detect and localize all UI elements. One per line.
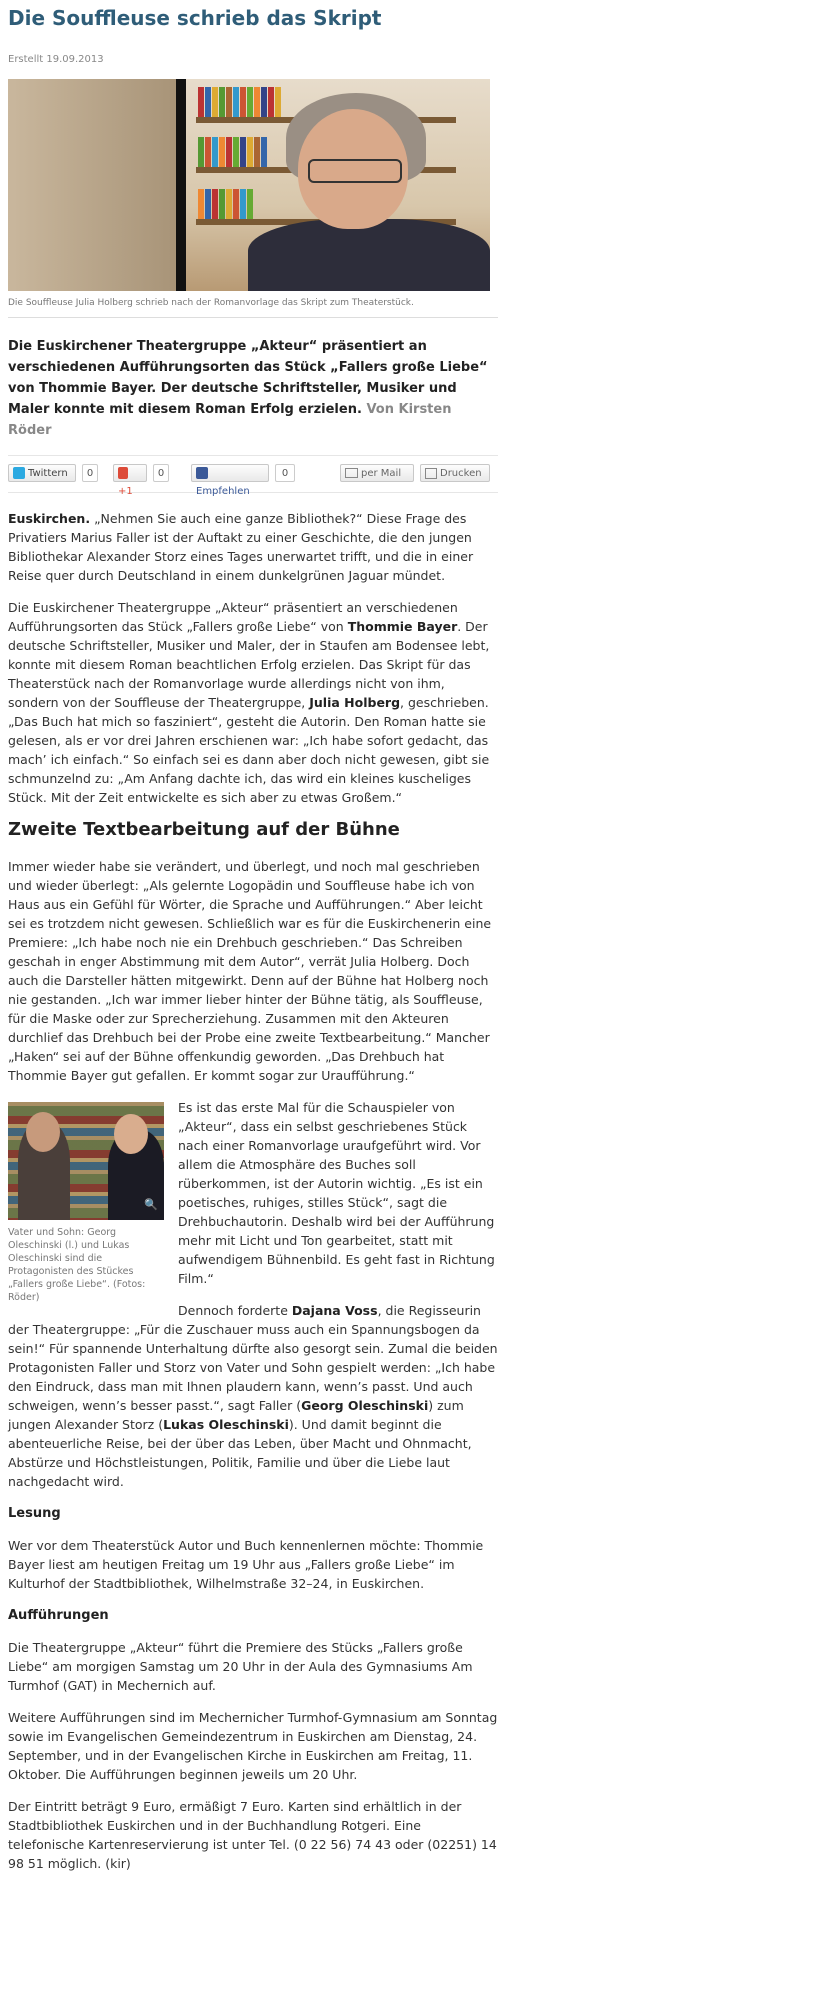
paragraph: Die Theatergruppe „Akteur“ führt die Premiere des Stücks „Fallers große Liebe“ am morgigen Samstag um 20 Uhr in der Aula des Gymnasiums Am Turmhof (GAT) in Mechernich auf.: [8, 1640, 473, 1693]
divider: [8, 317, 498, 318]
paragraph: Immer wieder habe sie verändert, und überlegt, und noch mal geschrieben und wieder überlegt: „Als gelernte Logopädin und Souffleuse habe ich von Haus aus ein Gefühl für Wörter, die Sprache und Aufführungen.“ Aber leicht sei es trotzdem nicht gewesen. Schließlich war es für die Euskirchenerin eine Premiere: „Ich habe noch nie ein Drehbuch geschrieben.“ Das Schreiben geschah in enger Abstimmung mit dem Autor“, verrät Julia Holberg. Doch auch die Darsteller hätten mitgewirkt. Denn auf der Bühne hat Holberg noch nie gestanden. „Ich war immer lieber hinter der Bühne tätig, als Souffleuse, für die Maske oder zur Sprecherziehung. Zusammen mit den Akteuren durchlief das Drehbuch bei der Probe eine zweite Textbearbeitung.“ Mancher „Haken“ sei auf der Bühne offenkundig geworden. „Das Drehbuch hat Thommie Bayer gut gefallen. Er kommt sogar zur Uraufführung.“: [8, 859, 492, 1083]
facebook-icon: [196, 467, 208, 479]
paragraph: Dennoch forderte Dajana Voss, die Regisseurin der Theatergruppe: „Für die Zuschauer muss auch ein Spannungsbogen da sein!“ Für spannende Unterhaltung dürfte also gesorgt sein. Zumal die beiden Protagonisten Faller und Storz von Vater und Sohn gespielt werden: „Ich habe den Eindruck, dass man mit Ihnen plaudern kann, wenn’s passt. Und auch schweigen, wenn’s besser passt.“, sagt Faller (Georg Oleschinski) zum jungen Alexander Storz (Lukas Oleschinski). Und damit beginnt die abenteuerliche Reise, bei der über das Leben, über Macht und Ohnmacht, Abstürze und Höchstleistungen, Politik, Familie und über die Liebe laut nachgedacht wird.: [8, 1303, 498, 1489]
article-body: [8, 509, 498, 1873]
hero-caption: Die Souffleuse Julia Holberg schrieb nach der Romanvorlage das Skript zum Theaterstück.: [8, 298, 414, 308]
printer-icon: [425, 468, 437, 479]
mail-button[interactable]: per Mail: [340, 464, 414, 482]
paragraph: Euskirchen. „Nehmen Sie auch eine ganze Bibliothek?“ Diese Frage des Privatiers Marius Faller ist der Auftakt zu einer Geschichte, die den jungen Bibliothekar Alexander Storz eines Tages unerwartet trifft, und die in einer Reise quer durch Deutschland in einem dunkelgrünen Jaguar mündet.: [8, 511, 474, 583]
author-byline: Von Kirsten Röder: [8, 402, 452, 438]
paragraph: Die Euskirchener Theatergruppe „Akteur“ präsentiert an verschiedenen Aufführungsorten das Stück „Fallers große Liebe“ von Thommie Bayer. Der deutsche Schriftsteller, Musiker und Maler, der in Staufen am Bodensee lebt, konnte mit diesem Roman beachtlichen Erfolg erzielen. Das Skript für das Theaterstück nach der Romanvorlage wurde allerdings nicht von ihm, sondern von der Souffleuse der Theatergruppe, Julia Holberg, geschrieben. „Das Buch hat mich so fasziniert“, gesteht die Autorin. Den Roman hatte sie gelesen, als er vor drei Jahren erschienen war: „Ich habe sofort gedacht, das mach’ ich einfach.“ So einfach sei es dann aber doch nicht gewesen, gibt sie schmunzelnd zu: „Am Anfang dachte ich, das wird ein kleines kuscheliges Stück. Mit der Zeit entwickelte es sich aber zu etwas Großem.“: [8, 600, 490, 805]
gplus-count: 0: [153, 464, 169, 482]
facebook-count: 0: [275, 464, 295, 482]
inline-figure[interactable]: [8, 1102, 164, 1304]
facebook-recommend-button[interactable]: Empfehlen: [191, 464, 269, 482]
figure-caption: Vater und Sohn: Georg Oleschinski (l.) und Lukas Oleschinski sind die Protagonisten des Stückes „Fallers große Liebe“. (Fotos: Röder): [8, 1227, 146, 1303]
lead-paragraph: Die Euskirchener Theatergruppe „Akteur“ präsentiert an verschiedenen Aufführungsorten das Stück „Fallers große Liebe“ von Thommie Bayer. Der deutsche Schriftsteller, Musiker und Maler konnte mit diesem Roman Erfolg erzielen. Von Kirsten Röder: [8, 339, 488, 438]
google-plus-icon: [118, 467, 128, 479]
section-heading: Zweite Textbearbeitung auf der Bühne: [8, 819, 400, 840]
article-title: Die Souffleuse schrieb das Skript: [8, 6, 382, 30]
created-date: Erstellt 19.09.2013: [8, 54, 104, 65]
twitter-count: 0: [82, 464, 98, 482]
paragraph: Es ist das erste Mal für die Schauspieler von „Akteur“, dass ein selbst geschriebenes Stück nach einer Romanvorlage uraufgeführt wird. Vor allem die Atmosphäre des Buches soll rüberkommen, ist der Autorin wichtig. „Es ist ein poetisches, ruhiges, stilles Stück“, sagt die Drehbuchautorin. Deshalb wird bei der Aufführung mehr mit Licht und Ton gearbeitet, statt mit aufwendigem Bühnenbild. Es geht fast in Richtung Film.“: [178, 1100, 495, 1286]
subheading-lesung: Lesung: [8, 1506, 61, 1521]
paragraph: Wer vor dem Theaterstück Autor und Buch kennenlernen möchte: Thommie Bayer liest am heutigen Freitag um 19 Uhr aus „Fallers große Liebe“ im Kulturhof der Stadtbibliothek, Wilhelmstraße 32–24, in Euskirchen.: [8, 1538, 484, 1591]
print-button[interactable]: Drucken: [420, 464, 490, 482]
paragraph: Der Eintritt beträgt 9 Euro, ermäßigt 7 Euro. Karten sind erhältlich in der Stadtbibliothek Euskirchen und in der Buchhandlung Rotgeri. Eine telefonische Kartenreservierung ist unter Tel. (0 22 56) 74 43 oder (02251) 14 98 51 möglich. (kir): [8, 1799, 497, 1871]
twitter-icon: [13, 467, 25, 479]
figure-image[interactable]: [8, 1102, 164, 1220]
hero-image[interactable]: [8, 79, 490, 291]
twitter-button[interactable]: Twittern: [8, 464, 76, 482]
share-bar: [8, 455, 498, 497]
glasses-shape: [308, 159, 402, 183]
mail-icon: [345, 468, 358, 478]
gplus-button[interactable]: +1: [113, 464, 147, 482]
zoom-icon[interactable]: 🔍: [144, 1198, 158, 1211]
article: [8, 6, 498, 1873]
paragraph: Weitere Aufführungen sind im Mechernicher Turmhof-Gymnasium am Sonntag sowie im Evangelischen Gemeindezentrum in Euskirchen am Dienstag, 24. September, und in der Evangelischen Kirche in Euskirchen am Freitag, 11. Oktober. Die Aufführungen beginnen jeweils um 20 Uhr.: [8, 1710, 498, 1782]
subheading-auffuehrungen: Aufführungen: [8, 1608, 109, 1623]
